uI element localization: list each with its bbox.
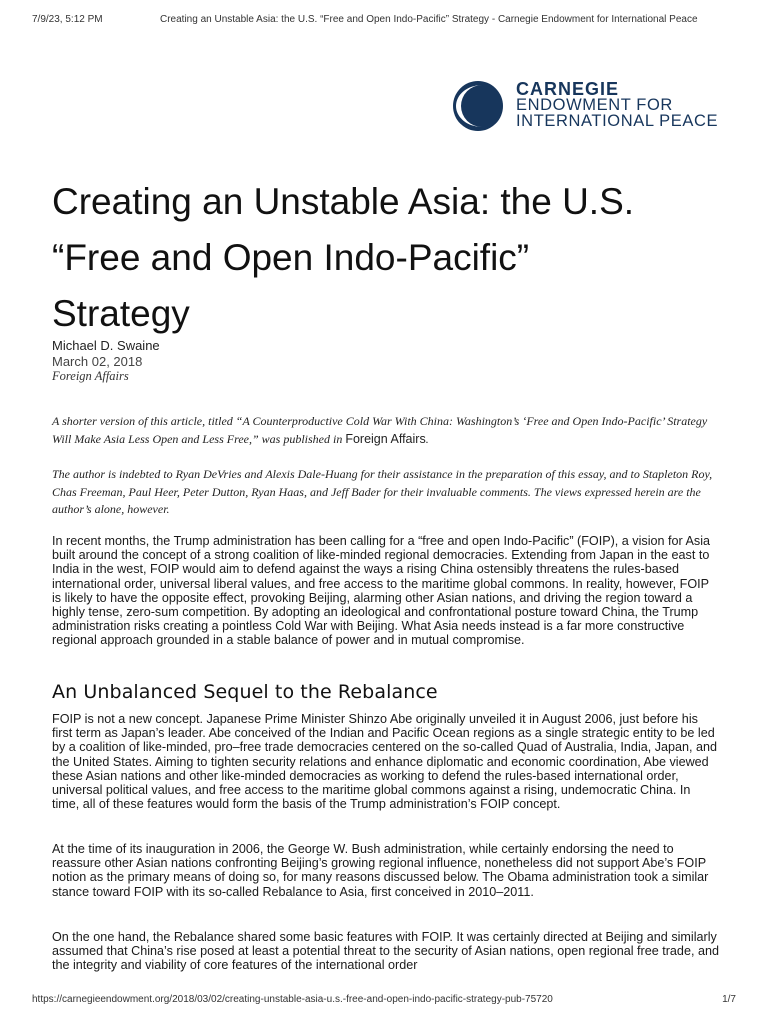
publication-name: Foreign Affairs — [52, 369, 129, 383]
carnegie-logo[interactable] — [452, 80, 742, 136]
byline — [52, 338, 160, 385]
note-text: A shorter version of this article, titled “A Counterproductive Cold War With China: Washington’s ‘Free and Open Indo-Pacific’ Strategy Will Make Asia Less Open and Less Free,” was published in — [52, 414, 708, 446]
logo-line-2: ENDOWMENT FOR — [516, 96, 673, 114]
page-url[interactable]: https://carnegieendowment.org/2018/03/02/creating-unstable-asia-u.s.-free-and-open-indo-pacific-strategy-pub-75720 — [32, 994, 553, 1005]
body-paragraph: At the time of its inauguration in 2006, the George W. Bush administration, while certainly endorsing the need to reassure other Asian nations confronting Beijing’s growing regional influence, nonetheless did not support Abe’s FOIP notion as the primary means of doing so, for many reasons discussed below. The Obama administration took a similar stance toward FOIP with its so-called Rebalance to Asia, first conceived in 2010–2011. — [52, 842, 709, 899]
logo-line-3: INTERNATIONAL PEACE — [516, 112, 719, 130]
intro-paragraph: In recent months, the Trump administration has been calling for a “free and open Indo-Pacific” (FOIP), a vision for Asia built around the concept of a strong coalition of like-minded regional democracies. Extending from Japan in the east to India in the west, FOIP would aim to defend against the ways a rising China ostensibly threatens the rules-based international order, universal liberal values, and free access to the maritime global commons. In reality, however, FOIP is likely to have the opposite effect, provoking Beijing, alarming other Asian nations, and driving the region toward a highly tense, zero-sum competition. By adopting an ideological and confrontational posture toward China, the Trump administration risks creating a pointless Cold War with Beijing. What Asia needs instead is a far more constructive regional approach grounded in a stable balance of power and in mutual compromise. — [52, 534, 710, 648]
publish-date: March 02, 2018 — [52, 353, 143, 369]
print-page-title: Creating an Unstable Asia: the U.S. “Free and Open Indo-Pacific” Strategy - Carnegie Endowment for International Peace — [160, 14, 698, 25]
note-period: . — [425, 431, 429, 446]
body-paragraph: On the one hand, the Rebalance shared some basic features with FOIP. It was certainly directed at Beijing and similarly assumed that China’s rise posed at least a potential threat to the security of Asian nations, open regional free trade, and the integrity and viability of core features of the international order — [52, 930, 719, 973]
article-title — [52, 174, 732, 342]
author-name[interactable]: Michael D. Swaine — [52, 338, 160, 353]
editor-note-shorter-version — [52, 413, 716, 448]
carnegie-logo-mark-icon — [452, 80, 504, 132]
foreign-affairs-link[interactable]: Foreign Affairs — [345, 431, 426, 446]
page-number: 1/7 — [722, 994, 736, 1005]
body-paragraph: FOIP is not a new concept. Japanese Prime Minister Shinzo Abe originally unveiled it in August 2006, just before his first term as Japan’s leader. Abe conceived of the Indian and Pacific Ocean regions as a single strategic entity to be led by a coalition of like-minded, pro–free trade democracies centered on the so-called Quad of Australia, India, Japan, and the United States. Aiming to tighten security relations and enhance diplomatic and economic coordination, Abe viewed these Asian nations and other like-minded democracies as working to defend the rules-based international order, universal political values, and free access to the maritime global commons against a rising, undemocratic China. In time, all of these features would form the basis of the Trump administration’s FOIP concept. — [52, 712, 718, 812]
title-line: Strategy — [52, 293, 190, 334]
logo-wordmark — [516, 81, 718, 129]
logo-line-1: CARNEGIE — [516, 79, 620, 99]
title-line: “Free and Open Indo-Pacific” — [52, 237, 530, 278]
section-heading: An Unbalanced Sequel to the Rebalance — [52, 681, 438, 703]
acknowledgements-note: The author is indebted to Ryan DeVries and Alexis Dale-Huang for their assistance in the preparation of this essay, and to Stapleton Roy, Chas Freeman, Paul Heer, Peter Dutton, Ryan Haas, and Jeff Bader for their invaluable comments. The views expressed herein are the author’s alone, however. — [52, 467, 713, 516]
title-line: Creating an Unstable Asia: the U.S. — [52, 181, 635, 222]
print-datetime: 7/9/23, 5:12 PM — [32, 14, 103, 25]
